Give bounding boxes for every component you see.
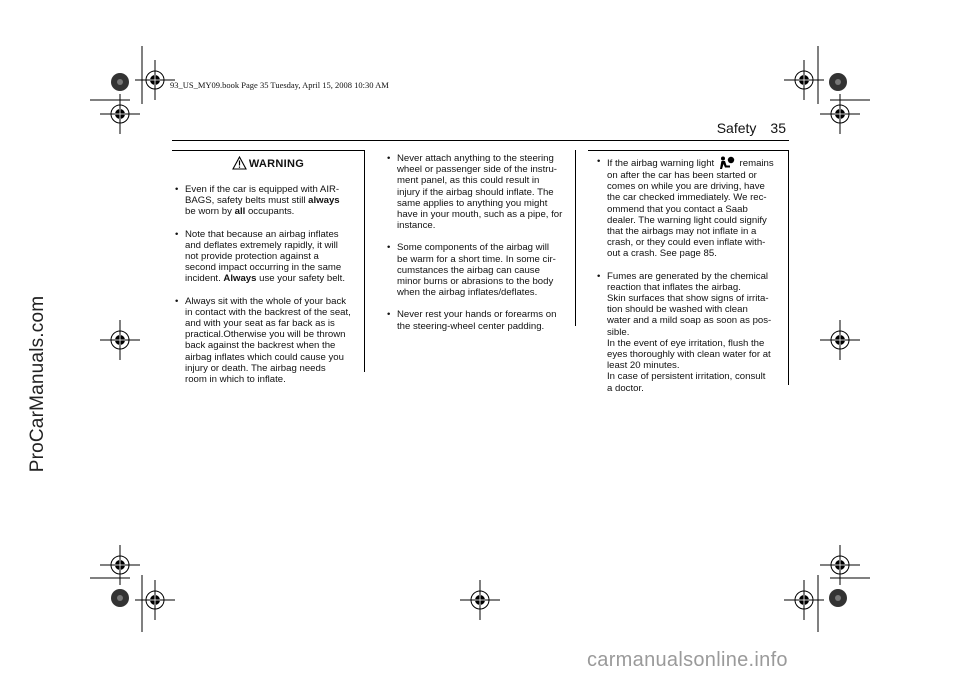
- page-number: 35: [770, 120, 786, 136]
- target-dot-icon: [111, 73, 129, 91]
- column-2-list: [386, 153, 574, 332]
- bullet-item: [596, 271, 786, 394]
- target-dot-icon: [829, 73, 847, 91]
- emphasis-text: Always: [223, 273, 257, 285]
- bullet-text: occupants.: [245, 206, 295, 218]
- registration-mark-icon: [460, 580, 500, 620]
- bullet-text: Fumes are generated by the chemical reaction that inflates the airbag. Skin surfaces that show signs of irrita- tion should be washed with clean water and a mild soap as soon as pos- sible. In the event of eye irritation, flush the eyes thoroughly with clean water for at least 20 minutes. In case of persistent irritation, consult a doctor.: [607, 270, 772, 394]
- target-dot-icon: [829, 589, 847, 607]
- registration-mark-icon: [135, 580, 175, 620]
- bullet-text: Never attach anything to the steering wheel or passenger side of the instru- ment panel, as this could result in injury if the airbag should inflate. The same applies to anything you might have in your mouth, such as a pipe, for instance.: [397, 153, 563, 232]
- warning-list: [174, 184, 360, 385]
- book-info-line: 93_US_MY09.book Page 35 Tuesday, April 15, 2008 10:30 AM: [170, 80, 389, 90]
- registration-mark-icon: [135, 60, 175, 100]
- side-watermark: ProCarManuals.com: [27, 295, 48, 473]
- emphasis-text: all: [234, 206, 246, 218]
- warning-title: WARNING: [248, 158, 305, 170]
- warning-text: [174, 184, 360, 396]
- column-2-text: [386, 153, 574, 343]
- footer-watermark: carmanualsonline.info: [587, 649, 788, 671]
- registration-mark-icon: [100, 545, 140, 585]
- bullet-text: be worn by: [185, 206, 232, 218]
- registration-mark-icon: [100, 320, 140, 360]
- bullet-text: Note that because an airbag inflates and deflates extremely rapidly, it will not provide protection against a second impact occurring in the same incident.: [185, 228, 342, 285]
- bullet-text: If the airbag warning light: [607, 158, 717, 169]
- bullet-item: [386, 153, 574, 231]
- airbag-warning-light-icon: [719, 156, 735, 170]
- target-dot-icon: [111, 589, 129, 607]
- warning-triangle-icon: [232, 156, 247, 170]
- bullet-item: [386, 242, 574, 298]
- bullet-text: remains on after the car has been started or comes on while you are driving, have the car checked immediately. We rec- ommend that you contact a Saab dealer. The warning light could signify that the airbags may not inflate in a crash, or they could even inflate with- out a crash. See page 85.: [607, 158, 774, 260]
- bullet-item: [174, 184, 360, 218]
- bullet-item: [174, 229, 360, 285]
- section-title: Safety: [716, 120, 757, 136]
- emphasis-text: always: [308, 195, 340, 207]
- bullet-text: use your safety belt.: [256, 273, 346, 285]
- column-divider: [575, 150, 576, 326]
- bullet-text: Even if the car is equipped with AIR- BAGS, safety belts must still: [185, 184, 340, 207]
- bullet-text: Some components of the airbag will be warm for a short time. In some cir- cumstances the airbag can cause minor burns or abrasions to the body when the airbag inflates/deflates.: [397, 242, 556, 299]
- column-3-text: [596, 156, 786, 405]
- bullet-item: [596, 156, 786, 260]
- registration-mark-icon: [820, 320, 860, 360]
- bullet-text: Always sit with the whole of your back in contact with the backrest of the seat, and with your seat as far back as is practical.Otherwise you will be thrown back against the backrest when the airbag inflates which could cause you injury or death. The airbag needs room in which to inflate.: [185, 295, 351, 386]
- bullet-text: Never rest your hands or forearms on the steering-wheel center padding.: [397, 309, 557, 332]
- registration-mark-icon: [820, 545, 860, 585]
- bullet-item: [174, 296, 360, 386]
- column-3-list: [596, 156, 786, 394]
- warning-heading: [172, 156, 364, 170]
- page-header: [717, 120, 786, 136]
- header-rule: [172, 140, 789, 141]
- bullet-item: [386, 309, 574, 331]
